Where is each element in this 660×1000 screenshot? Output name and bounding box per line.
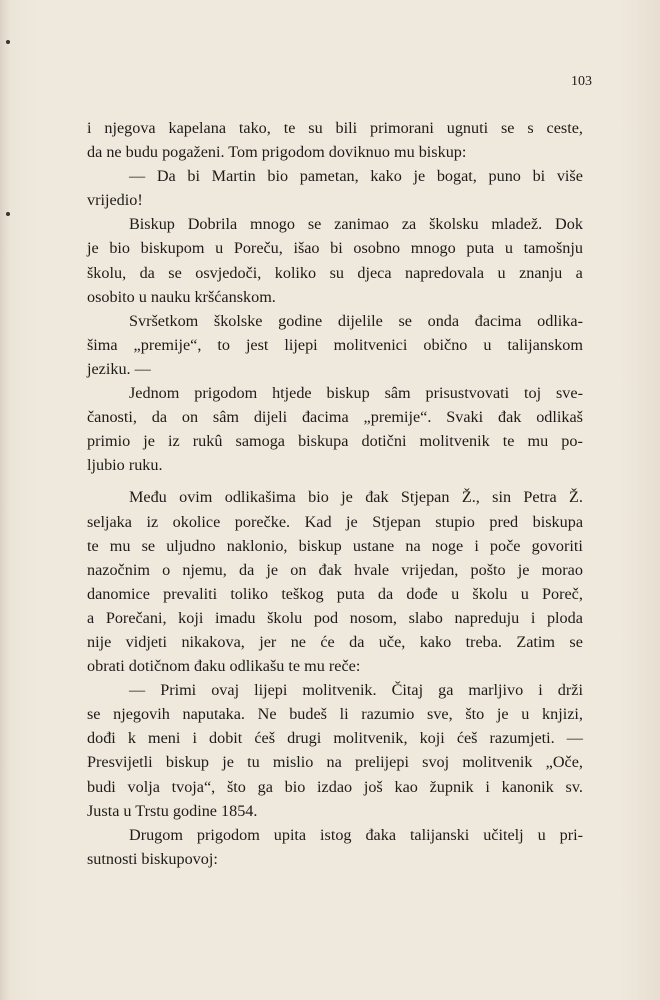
text-line: budi volja tvoja“, što ga bio izdao još kao župnik i kanonik sv. — [87, 777, 583, 796]
text-line: šima „premije“, to jest lijepi molitvenici obično u talijanskom — [87, 335, 583, 354]
body-text — [87, 116, 583, 871]
text-line: Među ovim odlikašima bio je đak Stjepan Ž., sin Petra Ž. — [129, 488, 583, 507]
text-line: Biskup Dobrila mnogo se zanimao za školsku mladež. Dok — [129, 215, 583, 234]
text-line: vrijedio! — [87, 191, 143, 210]
margin-dot — [6, 40, 10, 44]
text-line: i njegova kapelana tako, te su bili primorani ugnuti se s ceste, — [87, 119, 583, 137]
text-line: ljubio ruku. — [87, 456, 163, 475]
text-line: Svršetkom školske godine dijelile se onda đacima odlika- — [129, 311, 583, 330]
text-line: dođi k meni i dobit ćeš drugi molitvenik, koji ćeš razumjeti. — — [87, 729, 583, 748]
text-line: — Da bi Martin bio pametan, kako je bogat, puno bi više — [129, 167, 583, 186]
text-line: nije vidjeti nikakova, jer ne će da uče, kako treba. Zatim se — [87, 632, 583, 651]
text-line: danomice prevaliti toliko teškog puta da dođe u školu u Poreč, — [87, 584, 583, 603]
text-line: jeziku. — — [87, 359, 151, 378]
text-line: Jednom prigodom htjede biskup sâm prisustvovati toj sve- — [129, 384, 583, 403]
text-line: obrati dotičnom đaku odlikašu te mu reče: — [87, 657, 361, 676]
text-line: Drugom prigodom upita istog đaka talijanski učitelj u pri- — [129, 825, 583, 844]
text-line: Justa u Trstu godine 1854. — [87, 801, 258, 820]
text-line: se njegovih naputaka. Ne budeš li razumio sve, što je u knjizi, — [87, 705, 583, 724]
page-number: 103 — [571, 74, 592, 89]
text-line: te mu se uljudno naklonio, biskup ustane na noge i poče govoriti — [87, 536, 583, 555]
text-line: da ne budu pogaženi. Tom prigodom doviknuo mu biskup: — [87, 143, 467, 162]
text-line: primio je iz rukû samoga biskupa dotični molitvenik te mu po- — [87, 432, 583, 451]
margin-dot — [6, 212, 10, 216]
text-line: seljaka iz okolice porečke. Kad je Stjepan stupio pred biskupa — [87, 512, 583, 531]
text-line: školu, da se osvjedoči, koliko su djeca napredovala u znanju a — [87, 263, 583, 282]
text-line: čanosti, da on sâm dijeli đacima „premije“. Svaki đak odlikaš — [87, 408, 583, 427]
text-line: a Porečani, koji imadu školu pod nosom, slabo napreduju i ploda — [87, 608, 583, 627]
text-line: osobito u nauku kršćanskom. — [87, 287, 276, 306]
text-line: je bio biskupom u Poreču, išao bi osobno mnogo puta u tamošnju — [87, 239, 583, 258]
text-line: — Primi ovaj lijepi molitvenik. Čitaj ga marljivo i drži — [129, 681, 583, 700]
text-line: sutnosti biskupovoj: — [87, 849, 218, 868]
text-line: nazočnim o njemu, da je on đak hvale vrijedan, pošto je morao — [87, 560, 583, 579]
text-line: Presvijetli biskup je tu mislio na prelijepi svoj molitvenik „Oče, — [87, 753, 583, 772]
